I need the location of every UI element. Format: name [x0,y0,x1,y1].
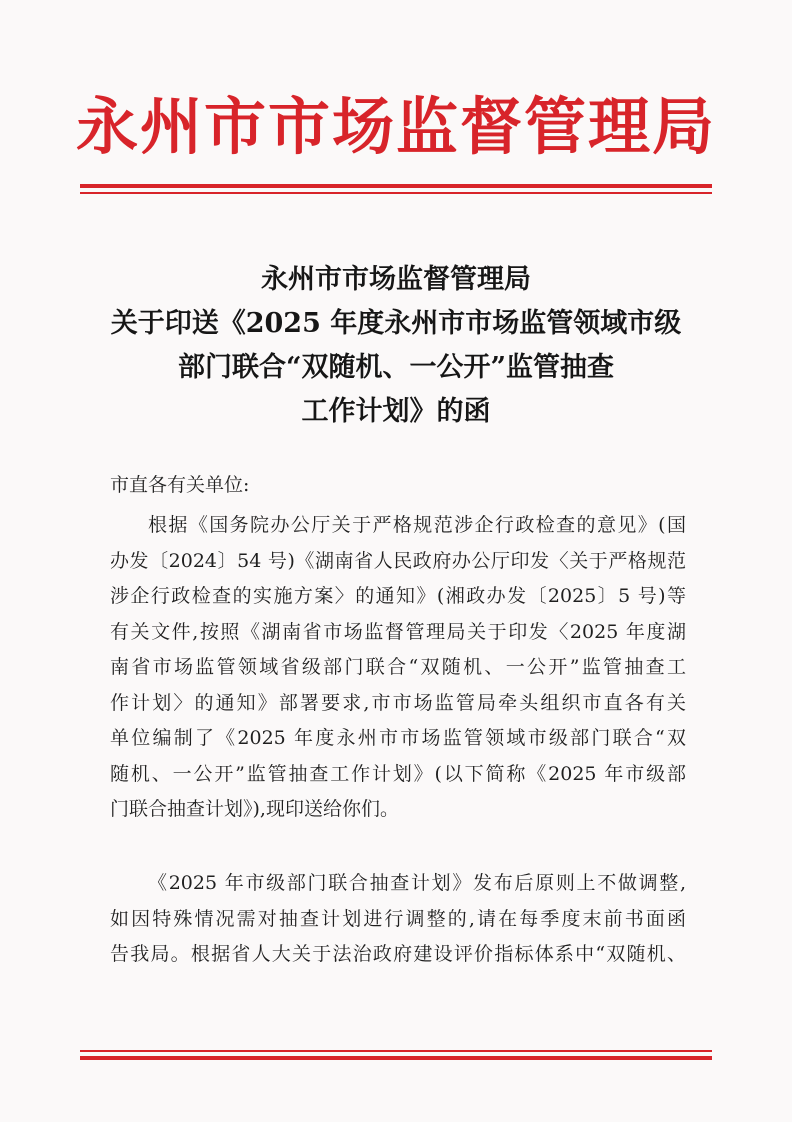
text-line: 南省市场监管领域省级部门联合“双随机、一公开”监管抽查工 [110,656,686,678]
text-line: 有关文件,按照《湖南省市场监督管理局关于印发〈2025 年度湖 [110,620,686,643]
text-line: 办发〔2024〕54 号)《湖南省人民政府办公厅印发〈关于严格规范 [110,549,686,572]
agency-letterhead: 永州市市场监督管理局 [75,90,716,163]
letterhead-rule-thin [80,192,712,194]
footer-rule-thin [80,1050,712,1052]
text-line: 根据《国务院办公厅关于严格规范涉企行政检查的意见》(国 [148,514,686,536]
title-line: 关于印送《2025 年度永州市市场监管领域市级 [110,308,682,339]
text-line: 如因特殊情况需对抽查计划进行调整的,请在每季度末前书面函 [110,907,686,930]
title-line: 工作计划》的函 [301,396,491,427]
title-line: 部门联合“双随机、一公开”监管抽查 [177,352,615,383]
letterhead-rule-thick [80,184,712,188]
document-title [80,258,712,434]
title-line: 永州市市场监督管理局 [261,264,531,295]
footer-rule-thick [80,1056,712,1060]
text-line: 单位编制了《2025 年度永州市市场监管领域市级部门联合“双 [110,727,686,749]
text-line: 《2025 年市级部门联合抽查计划》发布后原则上不做调整, [148,872,686,894]
body-paragraph-1 [110,508,686,828]
text-line: 随机、一公开”监管抽查工作计划》(以下简称《2025 年市级部 [110,762,686,785]
text-line: 告我局。根据省人大关于法治政府建设评价指标体系中“双随机、 [110,943,686,965]
text-line: 门联合抽查计划》),现印送给你们。 [110,798,399,820]
body-paragraph-2 [110,866,686,973]
text-line: 作计划〉的通知》部署要求,市市场监管局牵头组织市直各有关 [110,691,686,714]
text-line: 涉企行政检查的实施方案〉的通知》(湘政办发〔2025〕5 号)等 [110,585,686,607]
recipient-line: 市直各有关单位: [110,474,250,496]
